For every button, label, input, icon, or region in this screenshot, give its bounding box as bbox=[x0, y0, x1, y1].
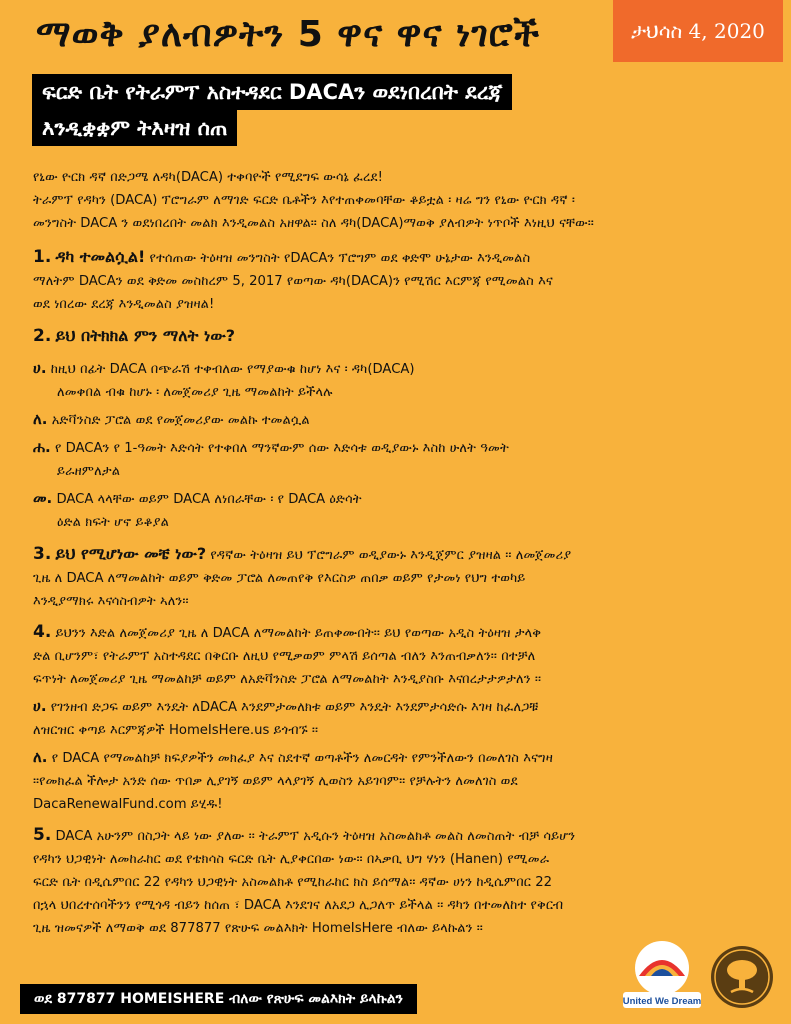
list-text: DacaRenewalFund.com ይሂዱ! bbox=[33, 797, 223, 812]
list-text: DACA ላላቸው ወይም DACA ለነበራቸው ፡ የ DACA ዕድሳት bbox=[52, 492, 362, 507]
united-we-dream-logo bbox=[621, 938, 703, 1010]
list-text: አድቫንስድ ፓሮል ወደ የመጀመሪያው መልኩ ተመልሷል bbox=[47, 413, 310, 428]
section-3 bbox=[33, 542, 755, 613]
intro bbox=[33, 166, 755, 235]
list-item bbox=[33, 746, 755, 816]
list-text: ይራዘምለታል bbox=[57, 464, 121, 479]
list-text: ዕድል ክፍት ሆኖ ይቆያል bbox=[57, 515, 169, 530]
section-number: 1. bbox=[33, 247, 52, 267]
list-letter: ሀ. bbox=[33, 697, 47, 715]
list-letter: ሐ. bbox=[33, 438, 51, 456]
section-text: ፍጥነት ለመጀመሪያ ጊዜ ማመልከቻ ወይም ለአድቫንስድ ፓሮል ለማመልከት እንዲያስቡ እናበረታታዎታለን ፡፡ bbox=[33, 672, 542, 687]
subtitle-line-1: ፍርድ ቤት የትራምፕ አስተዳደር DACAን ወደነበረበት ደረጃ bbox=[32, 74, 512, 110]
section-text: ጊዜ ለ DACA ለማመልከት ወይም ቅድመ ፓሮል ለመጠየቅ የእርስዎ ጠበቃ ወይም የታመነ የህግ ተወካይ bbox=[33, 571, 526, 586]
intro-line: መንግስት DACA ን ወደነበረበት መልክ እንዲመልስ አዘዋል። ስለ ዳካ(DACA)ማወቅ ያለብዎት ነጥቦች እነዚህ ናቸው። bbox=[33, 216, 594, 231]
section-text: በኋላ ህበረተሰባችንን የሚጎዳ ብይን ከሰጠ ፣ DACA እንደገና ለአደጋ ሊጋለጥ ይችላል ፡፡ ዳካን በተመለከተ የቅርብ bbox=[33, 898, 564, 913]
section-number: 2. bbox=[33, 326, 52, 346]
logo-text: United We Dream bbox=[622, 996, 702, 1007]
section-5 bbox=[33, 824, 755, 940]
tree-logo bbox=[709, 944, 775, 1010]
section-4 bbox=[33, 621, 755, 691]
list-letter: ለ. bbox=[33, 748, 48, 766]
section-heading: ይህ የሚሆነው መቼ ነው? bbox=[55, 544, 207, 563]
list-text: የ DACA የማመልከቻ ክፍያዎችን መክፈያ እና ስደተኛ ወጣቶችን ለመርዳት የምንችለውን በመለገስ እናግዛ bbox=[47, 751, 553, 766]
section-2 bbox=[33, 324, 755, 349]
section-text: እንዲያማክሩ እናሳስብዎት ኣለን፡፡ bbox=[33, 594, 189, 609]
section-text: ይህንን እድል ለመጀመሪያ ጊዜ ለ DACA ለማመልከት ይጠቀሙበት፡፡ ይህ የወጣው አዲስ ትዕዛዝ ታላቅ bbox=[51, 626, 542, 641]
section-text: ወደ ነበረው ደረጃ እንዲመልስ ያዝዛል! bbox=[33, 297, 215, 312]
section-heading: ዳካ ተመልሷል! bbox=[55, 247, 146, 266]
list-text: ለዝርዝር ቀጣይ እርምጃዎች HomeIsHere.us ይጎብኙ ፡፡ bbox=[33, 723, 319, 738]
section-heading: ይህ በትክክል ምን ማለት ነው? bbox=[55, 326, 236, 345]
list-text: ከዚህ በፊት DACA በጭራሽ ተቀብለው የማያውቁ ከሆነ እና ፡ ዳካ(DACA) bbox=[46, 362, 415, 377]
list-text: የገንዘብ ድጋፍ ወይም እንዴት ለDACA እንደምታመለክቱ ወይም እንዴት እንደምታሳድሱ እገዛ ከፈለጋቹ bbox=[46, 700, 539, 715]
section-text: የዳኛው ትዕዛዝ ይህ ፕሮግራም ወዲያውኑ እንዲጀምር ያዝዛል ፡፡ ለመጀመሪያ bbox=[206, 548, 572, 563]
content bbox=[33, 166, 755, 948]
list-item bbox=[33, 357, 755, 404]
footer-cta: ወደ 877877 HOMEISHERE ብለው የጽሁፍ መልእክት ይላኩልን bbox=[20, 984, 417, 1014]
list-item bbox=[33, 408, 755, 432]
section-text: ማለትም DACAን ወደ ቅድመ መስከረም 5, 2017 የወጣው ዳካ(DACA)ን የሚሽር እርምጃ የሚመልስ እና bbox=[33, 274, 553, 289]
list-text: ለመቀበል ብቁ ከሆኑ ፡ ለመጀመሪያ ጊዜ ማመልከት ይችላሉ bbox=[57, 385, 333, 400]
section-text: ጊዜ ዝመናዎች ለማወቅ ወደ 877877 የጽሁፍ መልእክት HomeIsHere ብለው ይላኩልን ። bbox=[33, 921, 483, 936]
section-text: ድል ቢሆንም፣ የትራምፕ አስተዳደር በቅርቡ ለዚህ የሚቃወም ምላሽ ይሰጣል ብለን እንጠብቃለን፡፡ በተቻለ bbox=[33, 649, 536, 664]
section-number: 4. bbox=[33, 622, 52, 642]
list-letter: ለ. bbox=[33, 410, 48, 428]
section-text: የዳካን ህጋዊነት ለመከራከር ወደ የቴክሳስ ፍርድ ቤት ሊያቀርበው ነው። በኣቃቢ ህግ ሃነን (Hanen) የሚመራ bbox=[33, 852, 550, 867]
list-item bbox=[33, 487, 755, 534]
list-text: ።የመክፈል ችሎታ አንድ ሰው ጥበቃ ሊያገኝ ወይም ላላያገኝ ሊወስን አይገባም። የቻሉትን ለመለገስ ወደ bbox=[33, 774, 518, 789]
section-text: ፍርድ ቤት በዲሴምበር 22 የዳካን ህጋዊነት አስመልክቶ የሚከራከር ክስ ይሰማል፡፡ ዳኛው ሀነን ከዲሴምበር 22 bbox=[33, 875, 553, 890]
intro-line: ትራምፕ የዳካን (DACA) ፕሮግራም ለማገድ ፍርድ ቤቶችን እየተጠቀመባቸው ቆይቷል ፡ ዛሬ ግን የኒው ዮርክ ዳኛ ፡ bbox=[33, 193, 575, 208]
section-text: DACA አሁንም በስጋት ላይ ነው ያለው ፡፡ ትራምፕ አዲሱን ትዕዛዝ አስመልክቶ መልስ ለመስጠት ብቻ ሳይሆን bbox=[51, 829, 576, 844]
section-text: የተሰጠው ትዕዛዝ መንግስት የDACAን ፕሮግም ወደ ቀድሞ ሁኔታው እንዲመልስ bbox=[145, 251, 531, 266]
intro-line: የኒው ዮርክ ዳኛ በድጋሜ ለዳካ(DACA) ተቀባዮች የሚደግፍ ውሳኔ ፈረደ! bbox=[33, 170, 383, 185]
list-letter: መ. bbox=[33, 489, 53, 507]
section-1 bbox=[33, 245, 755, 316]
list-item bbox=[33, 436, 755, 483]
page-title: ማወቅ ያለብዎትን 5 ዋና ዋና ነገሮች bbox=[36, 14, 541, 55]
section-number: 3. bbox=[33, 544, 52, 564]
subtitle-line-2: እንዲቋቋም ትእዛዝ ሰጠ bbox=[32, 110, 237, 146]
subtitle bbox=[32, 74, 512, 146]
section-number: 5. bbox=[33, 825, 52, 845]
list-text: የ DACAን የ 1-ዓመት እድሳት የተቀበለ ማንኛውም ሰው እድሳቱ ወዲያውኑ እስከ ሁለት ዓመት bbox=[50, 441, 509, 456]
list-item bbox=[33, 695, 755, 742]
date-badge: ታህሳስ 4, 2020 bbox=[613, 0, 783, 62]
list-letter: ሀ. bbox=[33, 359, 47, 377]
